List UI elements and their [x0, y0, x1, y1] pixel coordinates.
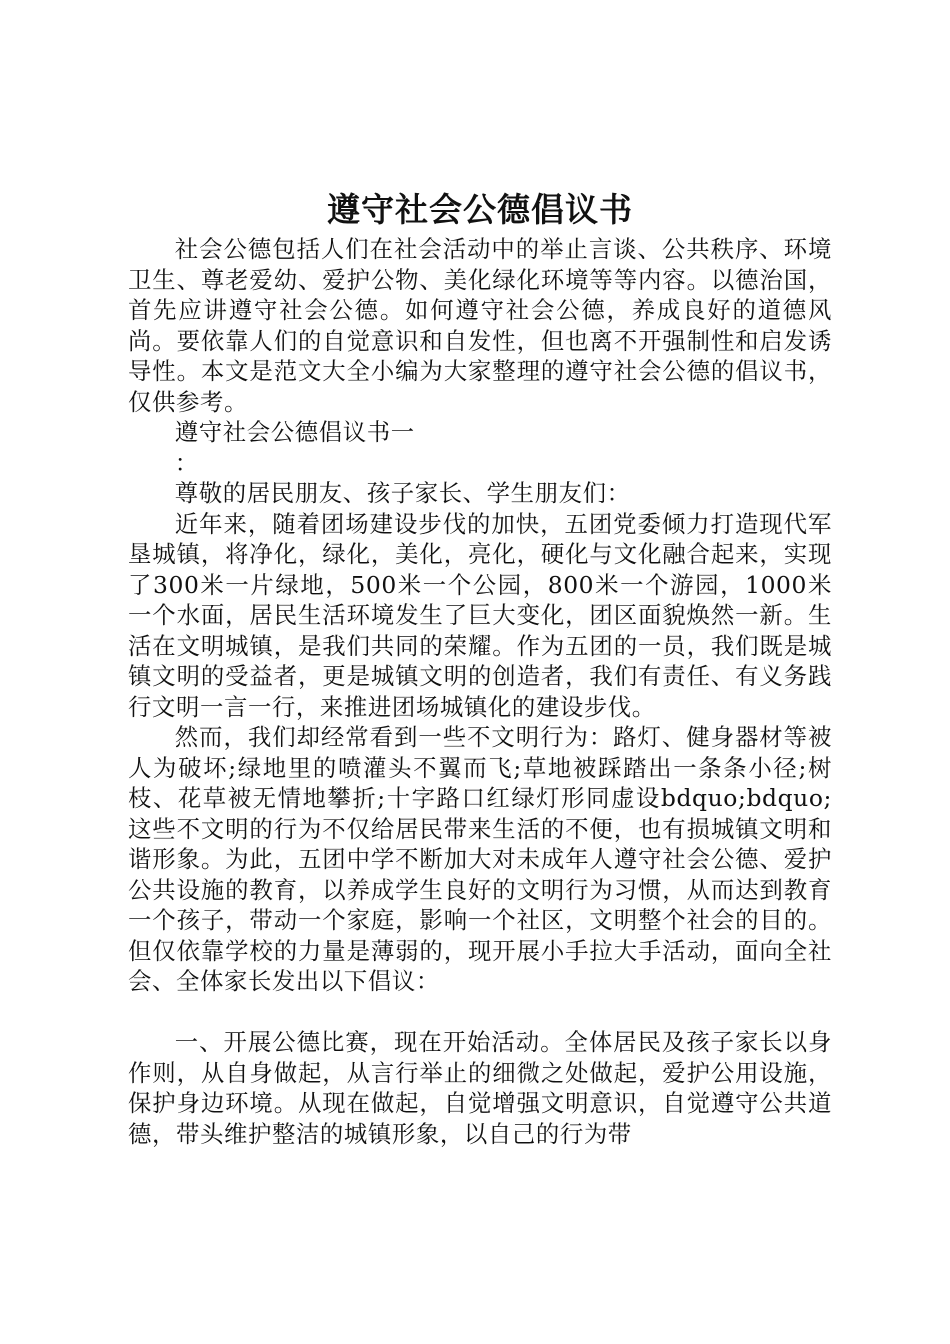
section-subtitle: 遵守社会公德倡议书一	[174, 418, 415, 446]
blank-line	[128, 997, 832, 1028]
salutation: 尊敬的居民朋友、孩子家长、学生朋友们：	[174, 479, 631, 507]
intro-paragraph: 社会公德包括人们在社会活动中的举止言谈、公共秩序、环境卫生、尊老爱幼、爱护公物、美化绿化环境等等内容。以德治国，首先应讲遵守社会公德。如何遵守社会公德，养成良好的道德风尚。要依靠人们的自觉意识和自发性，但也离不开强制性和启发诱导性。本文是范文大全小编为大家整理的遵守社会公德的倡议书，仅供参考。	[128, 235, 832, 416]
body-paragraph-3: 一、开展公德比赛，现在开始活动。全体居民及孩子家长以身作则，从自身做起，从言行举止的细微之处做起，爱护公用设施，保护身边环境。从现在做起，自觉增强文明意识，自觉遵守公共道德，带头维护整洁的城镇形象，以自己的行为带	[128, 1028, 832, 1148]
body-paragraph-1: 近年来，随着团场建设步伐的加快，五团党委倾力打造现代军垦城镇，将净化，绿化，美化，亮化，硬化与文化融合起来，实现了300米一片绿地，500米一个公园，800米一个游园，1000米一个水面，居民生活环境发生了巨大变化，团区面貌焕然一新。生活在文明城镇，是我们共同的荣耀。作为五团的一员，我们既是城镇文明的受益者，更是城镇文明的创造者，我们有责任、有义务践行文明一言一行，来推进团场城镇化的建设步伐。	[128, 509, 832, 721]
document-page	[128, 186, 832, 1149]
body-paragraph-2: 然而，我们却经常看到一些不文明行为：路灯、健身器材等被人为破坏;绿地里的喷灌头不翼而飞;草地被踩踏出一条条小径;树枝、花草被无情地攀折;十字路口红绿灯形同虚设bdquo;bdquo;这些不文明的行为不仅给居民带来生活的不便，也有损城镇文明和谐形象。为此，五团中学不断加大对未成年人遵守社会公德、爱护公共设施的教育，以养成学生良好的文明行为习惯，从而达到教育一个孩子，带动一个家庭，影响一个社区，文明整个社会的目的。但仅依靠学校的力量是薄弱的，现开展小手拉大手活动，面向全社会、全体家长发出以下倡议：	[128, 723, 832, 995]
subtitle-colon: ：	[174, 448, 199, 477]
document-title: 遵守社会公德倡议书	[327, 190, 633, 229]
